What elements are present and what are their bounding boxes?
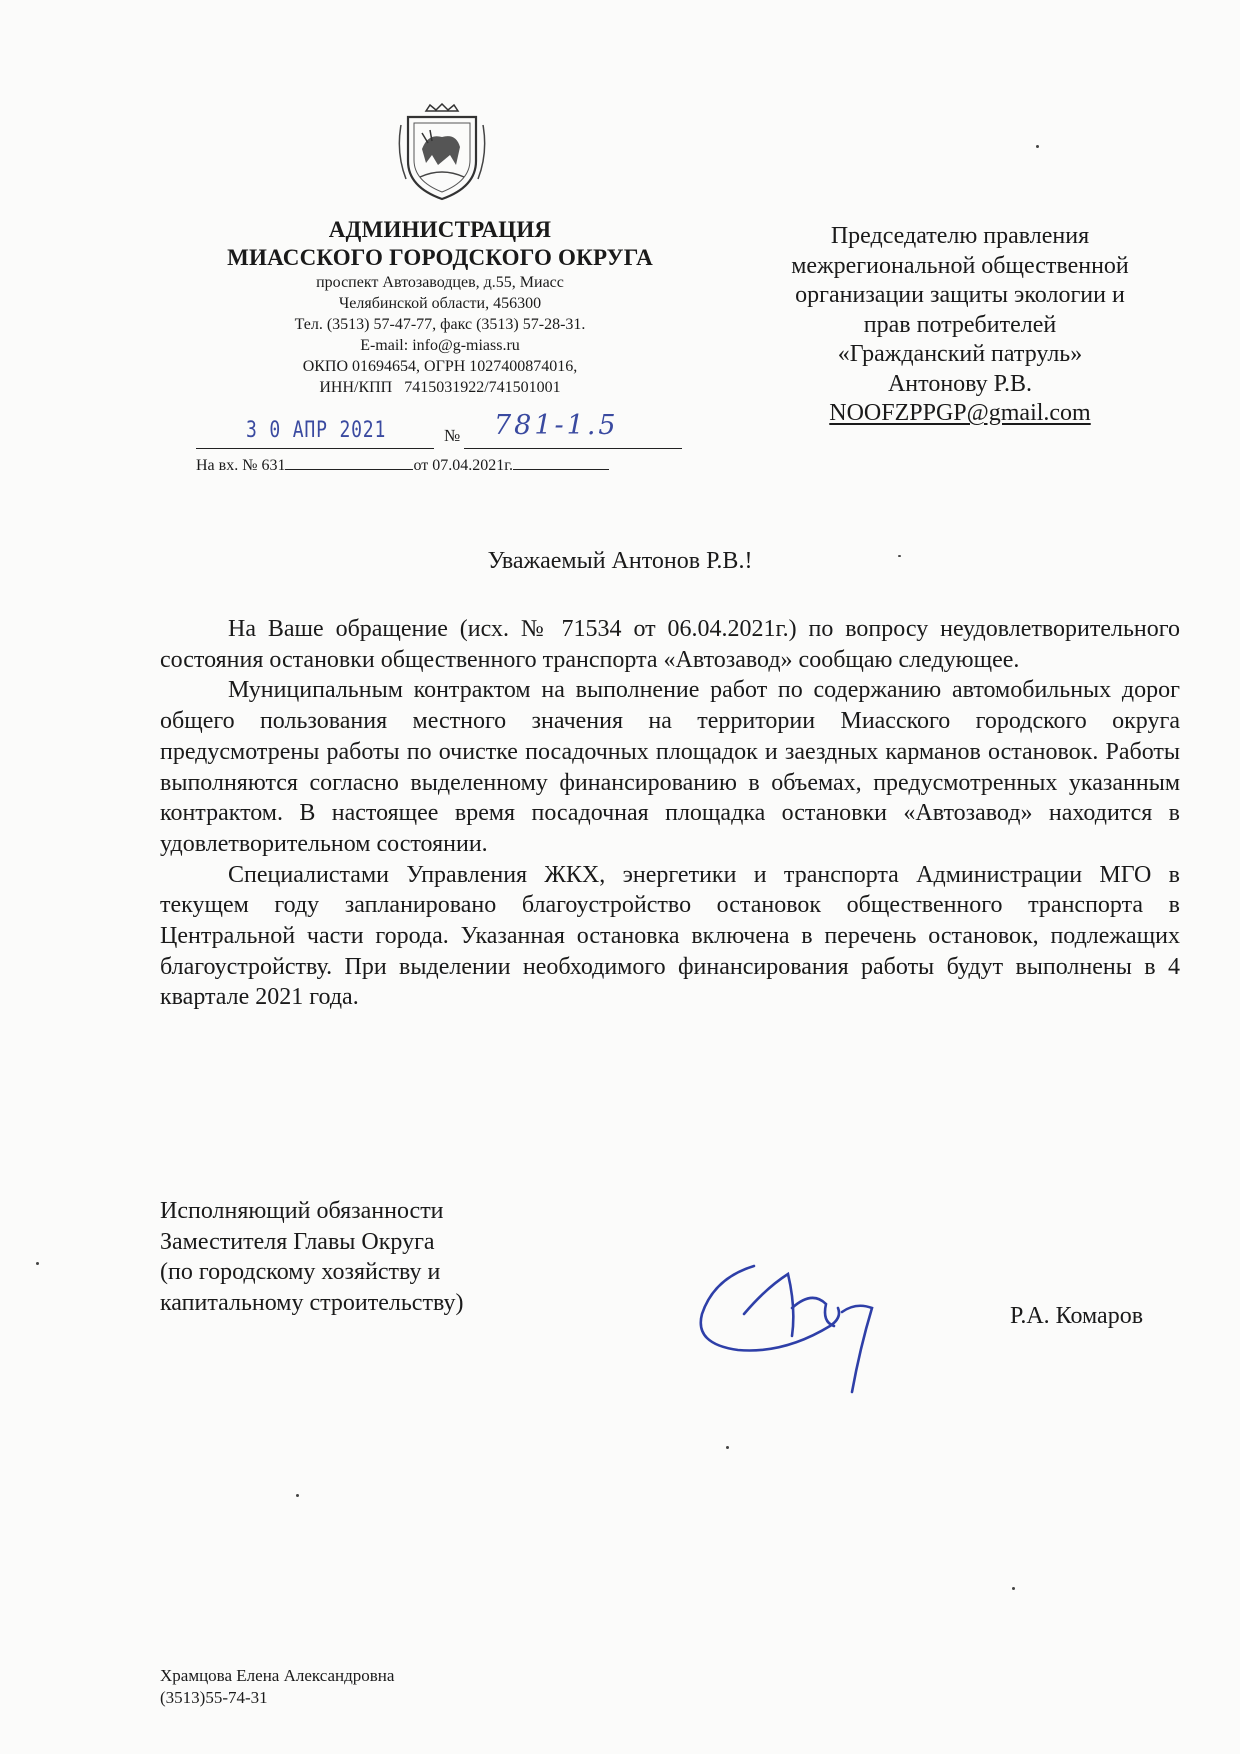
incoming-number: На вх. № 631 (196, 457, 286, 474)
executor-phone: (3513)55-74-31 (160, 1688, 268, 1707)
sender-address-line: Челябинской области, 456300 (338, 295, 542, 312)
coat-of-arms-icon (398, 103, 486, 203)
signer-name: Р.А. Комаров (1010, 1303, 1144, 1329)
date-field (196, 418, 434, 449)
handwritten-signature (692, 1252, 912, 1400)
recipient-line: организации защиты экологии и (795, 282, 1125, 308)
incoming-date: от 07.04.2021г. (413, 457, 514, 474)
number-field (464, 410, 682, 449)
signer-title-line: капитальному строительству) (160, 1289, 464, 1316)
body-paragraph: На Ваше обращение (исх. № 71534 от 06.04.2021г.) по вопросу неудовлетворительного состояния остановки общественного транспорта «Автозавод» сообщаю следующее. (160, 616, 1180, 673)
recipient-name: Антонову Р.В. (887, 370, 1033, 397)
signer-title-line: Исполняющий обязанности (160, 1198, 444, 1224)
fill-line (513, 455, 609, 470)
recipient-email: NOOFZPPGP@gmail.com (829, 400, 1091, 426)
recipient-block (735, 222, 1185, 429)
letter-body (160, 614, 1180, 1013)
sender-inn-line: ИНН/КПП 7415031922/741501001 (319, 379, 561, 396)
salutation: Уважаемый Антонов Р.В.! (487, 548, 753, 574)
scan-speck (36, 1262, 39, 1265)
signer-title-line: (по городскому хозяйству и (160, 1259, 441, 1285)
scan-speck (1012, 1587, 1015, 1590)
sender-email-line: E-mail: info@g-miass.ru (360, 337, 520, 354)
scan-speck (898, 555, 901, 557)
sender-phone-line: Тел. (3513) 57-47-77, факс (3513) 57-28-31. (294, 316, 586, 333)
org-name-line2: МИАССКОГО ГОРОДСКОГО ОКРУГА (227, 245, 653, 270)
recipient-line: межрегиональной общественной (791, 252, 1129, 279)
recipient-line: «Гражданский патруль» (837, 341, 1083, 367)
handwritten-number: 781-1.5 (494, 410, 619, 441)
signer-title (160, 1196, 620, 1318)
date-stamp: 3 0 АПР 2021 (246, 418, 387, 443)
fill-line (285, 455, 413, 470)
registration-line (196, 410, 682, 448)
sender-address-line: проспект Автозаводцев, д.55, Миасс (316, 274, 564, 291)
scan-speck (296, 1494, 299, 1497)
scan-speck (1036, 145, 1039, 148)
recipient-line: прав потребителей (863, 311, 1057, 338)
recipient-line: Председателю правления (830, 223, 1090, 249)
scan-speck (726, 1446, 729, 1449)
sender-block (180, 216, 700, 398)
incoming-reference (196, 455, 676, 476)
signer-title-line: Заместителя Главы Округа (160, 1228, 435, 1255)
sender-okpo-line: ОКПО 01694654, ОГРН 1027400874016, (302, 358, 578, 375)
body-paragraph: Специалистами Управления ЖКХ, энергетики и транспорта Администрации МГО в текущем году запланировано благоустройство остановок общественного транспорта в Центральной части города. Указанная остановка включена в перечень остановок, подлежащих благоустройству. При выделении необходимого финансирования работы будут выполнены в 4 квартале 2021 года. (160, 861, 1180, 1011)
executor-block (160, 1665, 394, 1709)
body-paragraph: Муниципальным контрактом на выполнение работ по содержанию автомобильных дорог общего пользования местного значения на территории Миасского городского округа предусмотрены работы по очистке посадочных площадок и заездных карманов остановок. Работы выполняются согласно выделенному финансированию в объемах, предусмотренных указанным контрактом. В настоящее время посадочная площадка остановки «Автозавод» находится в удовлетворительном состоянии. (160, 677, 1180, 857)
number-label: № (444, 426, 461, 445)
org-name-line1: АДМИНИСТРАЦИЯ (328, 217, 552, 242)
executor-name: Храмцова Елена Александровна (160, 1666, 395, 1685)
